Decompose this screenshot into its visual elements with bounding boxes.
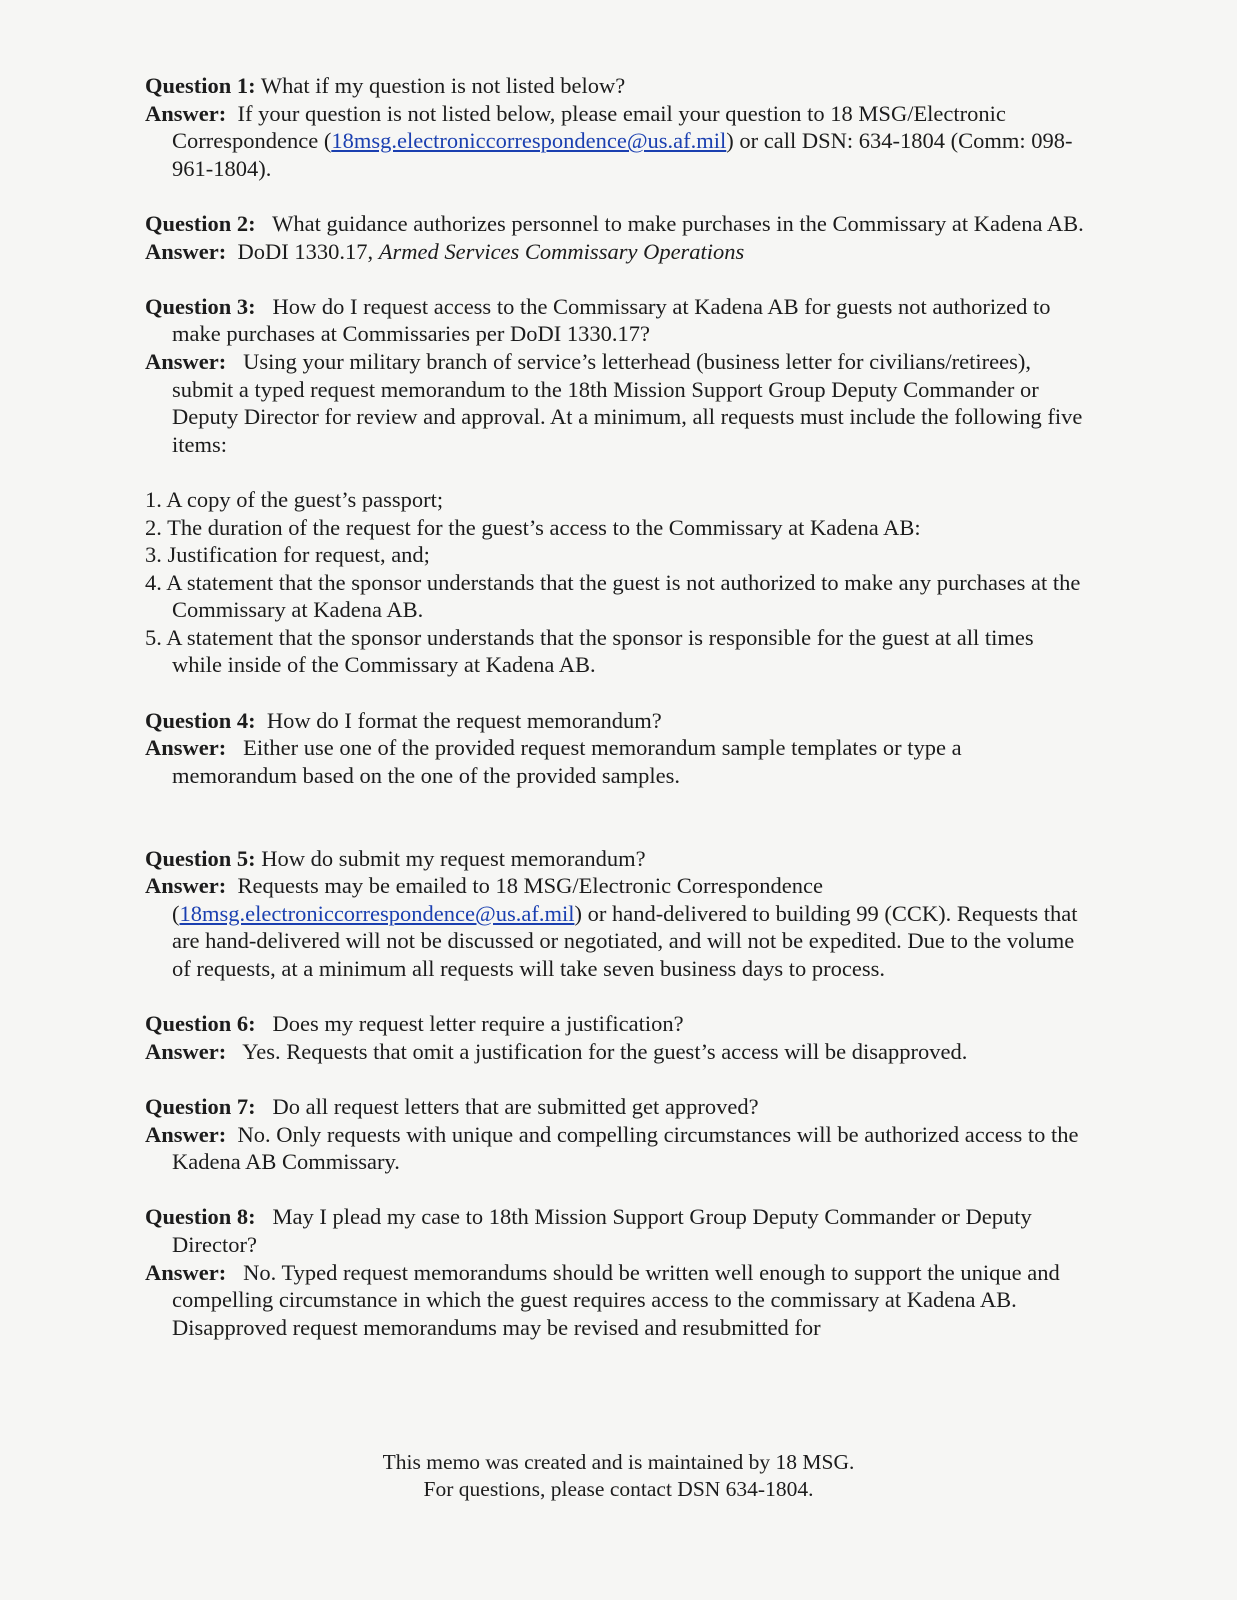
- answer-label: Answer:: [145, 100, 227, 126]
- answer-text: Yes. Requests that omit a justification for the guest’s access will be disapproved.: [242, 1038, 968, 1064]
- question-text: What guidance authorizes personnel to make purchases in the Commissary at Kadena AB.: [272, 210, 1084, 236]
- footer-line-1: This memo was created and is maintained by 18 MSG.: [382, 1450, 855, 1474]
- faq-item-7: [145, 1093, 1085, 1176]
- page-footer: [0, 1449, 1237, 1502]
- question-text: Do all request letters that are submitted get approved?: [272, 1093, 759, 1119]
- email-link[interactable]: 18msg.electroniccorrespondence@us.af.mil: [179, 900, 575, 926]
- answer-5: [145, 872, 1085, 982]
- answer-text: Either use one of the provided request memorandum sample templates or type a memorandum based on the one of the provided samples.: [172, 735, 962, 788]
- list-item: 5. A statement that the sponsor understands that the sponsor is responsible for the guest at all times while inside of the Commissary at Kadena AB.: [145, 624, 1034, 678]
- answer-text: If your question is not listed below, please email your question to 18 MSG/Electronic Correspondence (: [172, 100, 1006, 154]
- faq-item-2: [145, 210, 1085, 265]
- answer-3: [145, 348, 1085, 458]
- answer-label: Answer:: [145, 238, 227, 264]
- question-6: [145, 1010, 1085, 1038]
- faq-item-5: [145, 845, 1085, 983]
- question-text: How do I request access to the Commissary at Kadena AB for guests not authorized to make purchases at Commissaries per DoDI 1330.17?: [172, 293, 1051, 347]
- answer-text: Requests may be emailed to 18 MSG/Electronic Correspondence (: [172, 873, 823, 926]
- question-label: Question 7:: [145, 1093, 256, 1119]
- question-text: How do submit my request memorandum?: [261, 845, 646, 871]
- answer-text: No. Typed request memorandums should be written well enough to support the unique and compelling circumstance in which the guest requires access to the commissary at Kadena AB. Disapproved request memorandums may be revised and resubmitted for: [172, 1259, 1060, 1340]
- answer-4: [145, 734, 1085, 789]
- email-link[interactable]: 18msg.electroniccorrespondence@us.af.mil: [331, 128, 727, 154]
- faq-document: [145, 72, 1085, 1341]
- question-5: [145, 845, 1085, 873]
- question-label: Question 1:: [145, 73, 256, 98]
- question-label: Question 2:: [145, 210, 256, 236]
- answer-8: [145, 1259, 1085, 1342]
- list-item: 3. Justification for request, and;: [145, 542, 430, 568]
- question-text: May I plead my case to 18th Mission Support Group Deputy Commander or Deputy Director?: [172, 1204, 1032, 1257]
- faq-item-8: [145, 1203, 1085, 1341]
- answer-text: DoDI 1330.17,: [237, 238, 374, 264]
- question-3: [145, 293, 1085, 348]
- answer-label: Answer:: [145, 735, 227, 761]
- faq-item-4: [145, 707, 1085, 790]
- answer-label: Answer:: [145, 1259, 227, 1285]
- answer-label: Answer:: [145, 1121, 227, 1147]
- question-label: Question 6:: [145, 1011, 256, 1037]
- requirements-list: [145, 486, 1085, 679]
- list-item: 4. A statement that the sponsor understands that the guest is not authorized to make any purchases at the Commissary at Kadena AB.: [145, 569, 1081, 623]
- list-item: 1. A copy of the guest’s passport;: [145, 486, 444, 512]
- question-label: Question 5:: [145, 845, 256, 871]
- question-1: [145, 72, 1085, 100]
- question-8: [145, 1203, 1085, 1258]
- answer-label: Answer:: [145, 348, 227, 374]
- faq-item-6: [145, 1010, 1085, 1065]
- question-label: Question 8:: [145, 1204, 256, 1230]
- question-4: [145, 707, 1085, 735]
- publication-title: Armed Services Commissary Operations: [378, 238, 745, 264]
- answer-label: Answer:: [145, 873, 227, 899]
- answer-text: Using your military branch of service’s letterhead (business letter for civilians/retirees), submit a typed request memorandum to the 18th Mission Support Group Deputy Commander or Deputy Director for review and approval. At a minimum, all requests must include the following five items:: [172, 348, 1083, 457]
- answer-2: [145, 238, 1085, 266]
- answer-1: [145, 100, 1085, 183]
- question-text: What if my question is not listed below?: [260, 73, 626, 98]
- answer-text-cont: ) or hand-delivered to building 99 (CCK). Requests that are hand-delivered will not be discussed or negotiated, and will not be expedited. Due to the volume of requests, at a minimum all requests will take seven business days to process.: [172, 900, 1078, 981]
- faq-item-3: [145, 293, 1085, 679]
- question-text: Does my request letter require a justification?: [272, 1011, 684, 1037]
- answer-text: No. Only requests with unique and compelling circumstances will be authorized access to the Kadena AB Commissary.: [172, 1121, 1079, 1175]
- answer-7: [145, 1121, 1085, 1176]
- list-item: 2. The duration of the request for the guest’s access to the Commissary at Kadena AB:: [145, 514, 921, 540]
- answer-text-cont: ) or call DSN: 634-1804 (Comm: 098-961-1804).: [172, 128, 1073, 181]
- answer-label: Answer:: [145, 1038, 227, 1064]
- question-7: [145, 1093, 1085, 1121]
- question-label: Question 4:: [145, 707, 256, 733]
- footer-line-2: For questions, please contact DSN 634-1804.: [423, 1476, 814, 1501]
- answer-6: [145, 1038, 1085, 1066]
- faq-item-1: [145, 72, 1085, 182]
- question-2: [145, 210, 1085, 238]
- question-text: How do I format the request memorandum?: [266, 707, 662, 733]
- question-label: Question 3:: [145, 293, 256, 319]
